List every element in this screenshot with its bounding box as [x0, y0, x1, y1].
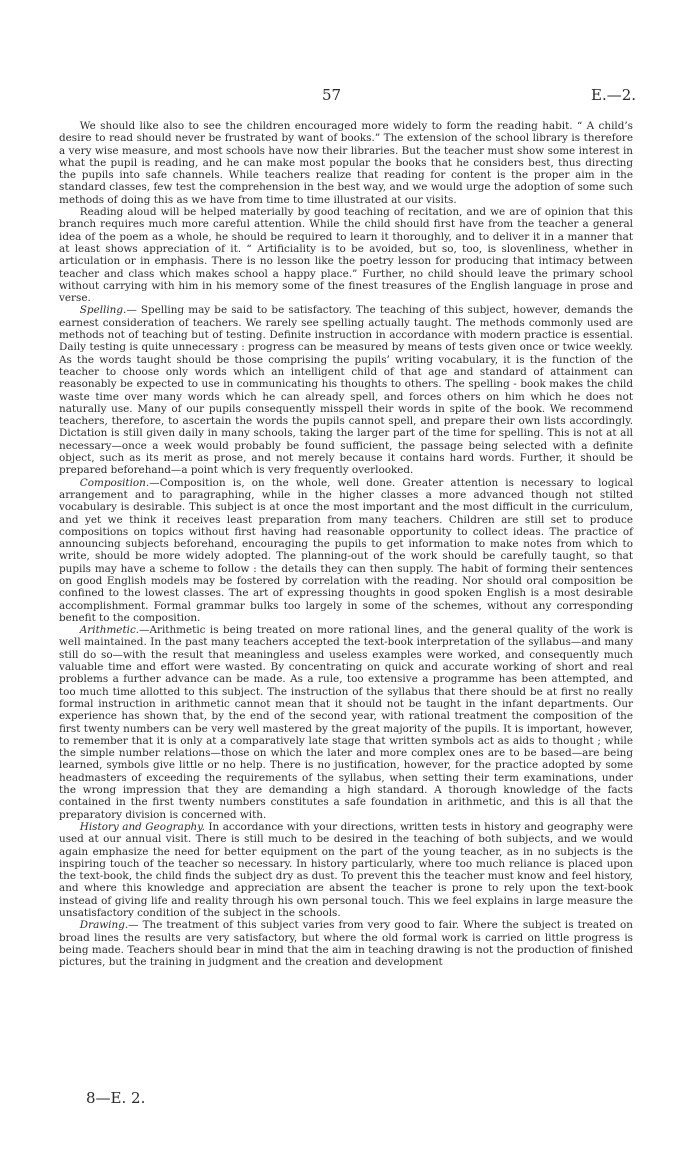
paragraph-text: —Composition is, on the whole, well done. Greater attention is necessary to logical arrangement and to paragraphing, while in the higher classes a more advanced though not stilted vocabulary is desirable. This subject is at once the most important and the most difficult in the curriculum, and yet we think it receives least preparation from many teachers. Children are still set to produce compositions on topics without first having had reasonable opportunity to collect ideas. The practice of announcing subjects beforehand, encouraging the pupils to get information to make notes from which to write, should be more widely adopted. The planning-out of the work should be carefully taught, so that pupils may have a scheme to follow : the details they can then supply. The habit of forming their sentences on good English models may be fostered by correlation with the reading. Nor should oral composition be confined to the lowest classes. The art of expressing thoughts in good spoken English is a most desirable accomplishment. Formal grammar bulks too largely in some of the schemes, without any corresponding benefit to the composition. — [59, 476, 633, 624]
document-reference: E.—2. — [591, 86, 637, 104]
body-text — [59, 120, 633, 968]
section-heading-spelling: Spelling. — [79, 304, 127, 317]
section-heading-composition: Composition. — [79, 476, 150, 489]
paragraph-text: — Spelling may be said to be satisfactory. The teaching of this subject, however, demands the earnest consideration of teachers. We rarely see spelling actually taught. The methods commonly used are methods not of teaching but of testing. Definite instruction in accordance with modern practice is essential. Daily testing is quite unnecessary : progress can be measured by means of tests given once or twice weekly. As the words taught should be those comprising the pupils’ writing vocabulary, it is the function of the teacher to choose only words which an intelligent child of that age and standard of attainment can reasonably be expected to use in communicating his thoughts to others. The spelling - book makes the child waste time over many words which he can already spell, and forces others on him which he does not naturally use. Many of our pupils consequently misspell their words in spite of the book. We recommend teachers, therefore, to ascertain the words the pupils cannot spell, and prepare their own lists accordingly. Dictation is still given daily in many schools, taking the larger part of the time for spelling. This is not at all necessary—once a week would probably be found sufficient, the passage being selected with a definite object, such as its merit as prose, and not merely because it contains hard words. Further, it should be prepared beforehand—a point which is very frequently overlooked. — [59, 304, 633, 477]
paragraph-text: — The treatment of this subject varies from very good to fair. Where the subject is treated on broad lines the results are very satisfactory, but where the old formal work is carried on little progress is being made. Teachers should bear in mind that the aim in teaching drawing is not the production of finished pictures, but the training in judgment and the creation and development — [59, 919, 633, 969]
paragraph-spelling — [59, 304, 633, 476]
paragraph-arithmetic — [59, 624, 633, 821]
section-heading-arithmetic: Arithmetic. — [79, 624, 140, 637]
section-heading-drawing: Drawing. — [79, 919, 129, 932]
paragraph-history-geography — [59, 821, 633, 919]
paragraph-reading-habit — [59, 120, 633, 206]
paragraph-drawing — [59, 919, 633, 968]
paragraph-text: Reading aloud will be helped materially by good teaching of recitation, and we are of opinion that this branch requires much more careful attention. While the child should first have from the teacher a general idea of the poem as a whole, he should be required to learn it thoroughly, and to deliver it in a manner that at least shows appreciation of it. “ Artificiality is to be avoided, but so, too, is slovenliness, whether in articulation or in emphasis. There is no lesson like the poetry lesson for producing that intimacy between teacher and class which makes school a happy place.” Further, no child should leave the primary school without carrying with him in his memory some of the finest treasures of the English language in prose and verse. — [59, 206, 633, 305]
page-header — [0, 86, 700, 108]
paragraph-text: In accordance with your directions, written tests in history and geography were used at our annual visit. There is still much to be desired in the teaching of both subjects, and we would again emphasize the need for better equipment on the part of the young teacher, as in no subjects is the inspiring touch of the teacher so necessary. In history particularly, where too much reliance is placed upon the text-book, the child finds the subject dry as dust. To prevent this the teacher must know and feel history, and where this knowledge and appreciation are absent the teacher is prone to rely upon the text-book instead of giving life and reality through his own personal touch. This we feel explains in large measure the unsatisfactory condition of the subject in the schools. — [59, 820, 633, 919]
page-number: 57 — [322, 86, 342, 104]
page-footer-signature: 8—E. 2. — [86, 1089, 146, 1107]
paragraph-text: —Arithmetic is being treated on more rational lines, and the general quality of the work is well maintained. In the past many teachers accepted the text-book interpretation of the syllabus—and many still do so—with the result that meaningless and useless examples were worked, and consequently much valuable time and effort were wasted. By concentrating on quick and accurate working of short and real problems a further advance can be made. As a rule, too extensive a programme has been attempted, and too much time allotted to this subject. The instruction of the syllabus that there should be at first no really formal instruction in arithmetic cannot mean that it should not be taught in the infant departments. Our experience has shown that, by the end of the second year, with rational treatment the composition of the first twenty numbers can be very well mastered by the great majority of the pupils. It is important, however, to remember that it is only at a comparatively late stage that written symbols act as aids to thought ; while the simple number relations—those on which the later and more complex ones are to be based—are being learned, symbols give little or no help. There is no justification, however, for the practice adopted by some headmasters of exceeding the requirements of the syllabus, when setting their term examinations, under the wrong impression that they are demanding a high standard. A thorough knowledge of the facts contained in the first twenty numbers constitutes a safe foundation in arithmetic, and this is all that the preparatory division is concerned with. — [59, 624, 633, 821]
paragraph-text: We should like also to see the children encouraged more widely to form the reading habit. “ A child’s desire to read should never be frustrated by want of books.” The extension of the school library is therefore a very wise measure, and most schools have now their libraries. But the teacher must show some interest in what the pupil is reading, and he can make most popular the books that he considers best, thus directing the pupils into safe channels. While teachers realize that reading for content is the proper aim in the standard classes, few test the comprehension in the best way, and we would urge the adoption of some such methods of doing this as we have from time to time illustrated at our visits. — [59, 120, 633, 206]
section-heading-history-geography: History and Geography. — [79, 820, 205, 833]
paragraph-composition — [59, 477, 633, 625]
paragraph-reading-aloud — [59, 206, 633, 304]
